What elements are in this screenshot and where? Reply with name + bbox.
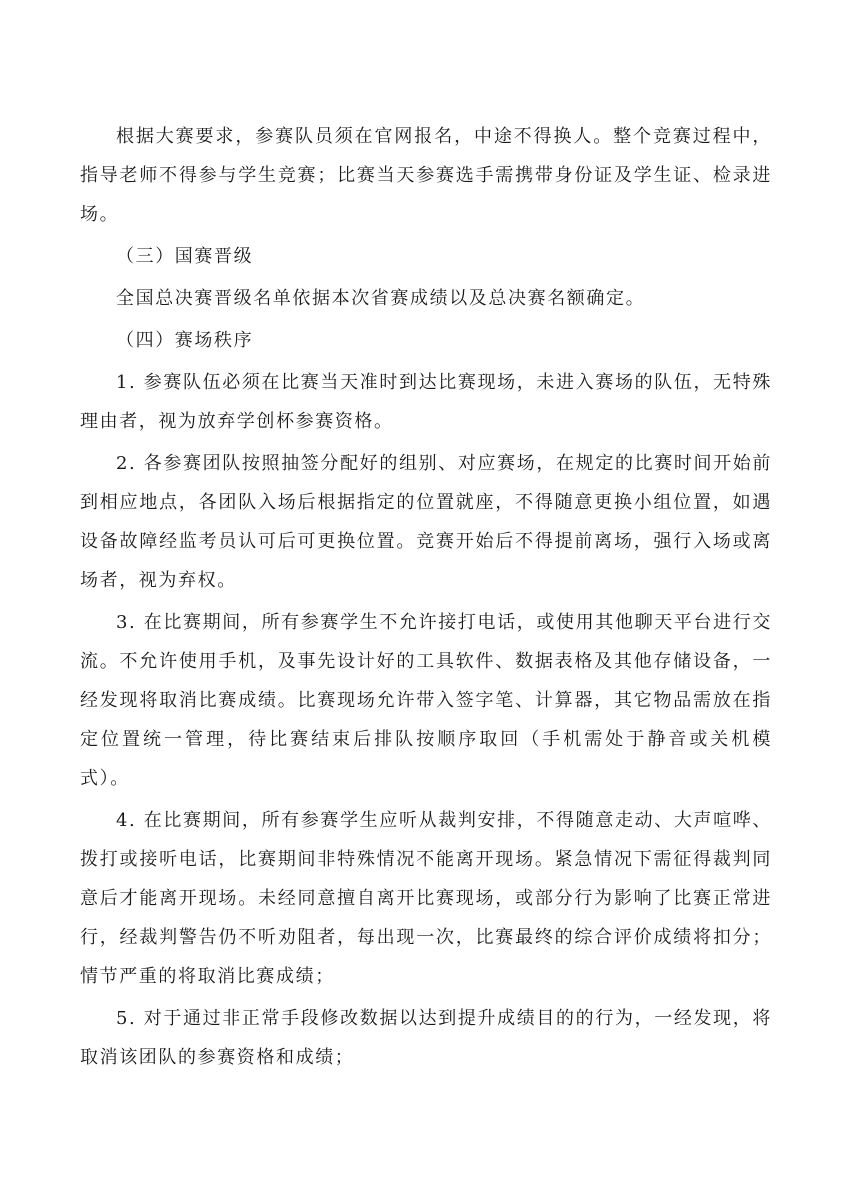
rule-item-4: 4. 在比赛期间，所有参赛学生应听从裁判安排，不得随意走动、大声喧哗、拨打或接听电话，比赛期间非特殊情况不能离开现场。紧急情况下需征得裁判同意后才能离开现场。未经同意擅自离开比赛现场，或部分行为影响了比赛正常进行，经裁判警告仍不听劝阻者，每出现一次，比赛最终的综合评价成绩将扣分；情节严重的将取消比赛成绩； bbox=[80, 810, 772, 987]
rule-item-2: 2. 各参赛团队按照抽签分配好的组别、对应赛场，在规定的比赛时间开始前到相应地点，各团队入场后根据指定的位置就座，不得随意更换小组位置，如遇设备故障经监考员认可后可更换位置。竞赛开始后不得提前离场，强行入场或离场者，视为弃权。 bbox=[80, 453, 772, 591]
section-heading-venue-order: （四）赛场秩序 bbox=[116, 330, 254, 351]
rule-item-1: 1. 参赛队伍必须在比赛当天准时到达比赛现场，未进入赛场的队伍，无特殊理由者，视为放弃学创杯参赛资格。 bbox=[80, 372, 772, 432]
rule-item-3: 3. 在比赛期间，所有参赛学生不允许接打电话，或使用其他聊天平台进行交流。不允许使用手机，及事先设计好的工具软件、数据表格及其他存储设备，一经发现将取消比赛成绩。比赛现场允许带入签字笔、计算器，其它物品需放在指定位置统一管理，待比赛结束后排队按顺序取回（手机需处于静音或关机模式）。 bbox=[80, 612, 772, 789]
paragraph-advancement-rules: 全国总决赛晋级名单依据本次省赛成绩以及总决赛名额确定。 bbox=[116, 288, 646, 309]
paragraph-registration-rules: 根据大赛要求，参赛队员须在官网报名，中途不得换人。整个竞赛过程中，指导老师不得参与学生竞赛；比赛当天参赛选手需携带身份证及学生证、检录进场。 bbox=[80, 126, 772, 225]
section-heading-national-advancement: （三）国赛晋级 bbox=[116, 246, 254, 267]
rule-item-5: 5. 对于通过非正常手段修改数据以达到提升成绩目的的行为，一经发现，将取消该团队的参赛资格和成绩； bbox=[80, 1008, 772, 1068]
